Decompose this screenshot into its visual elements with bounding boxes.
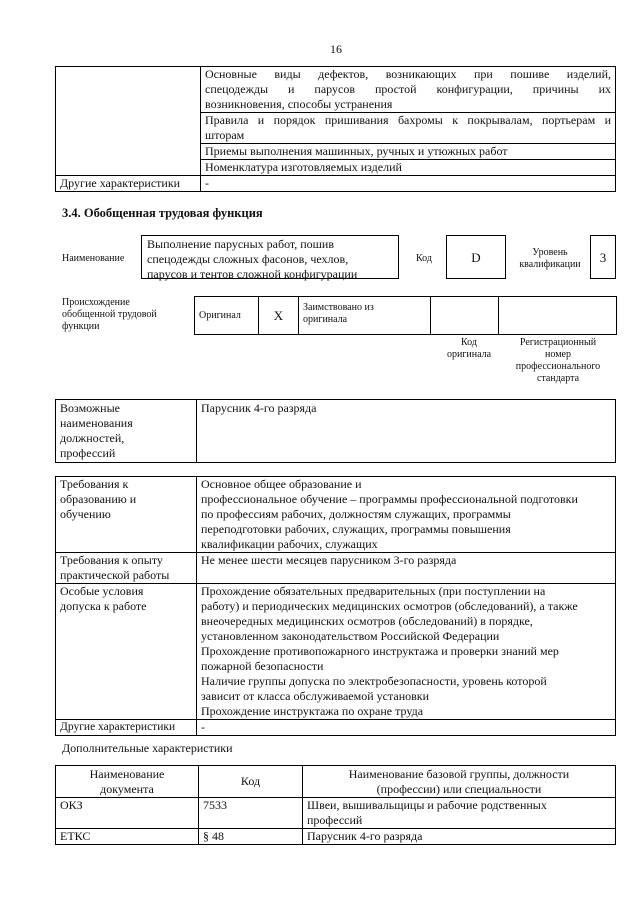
positions-value: Парусник 4-го разряда — [197, 400, 616, 463]
original-label: Оригинал — [195, 297, 259, 335]
knowledge-item: Правила и порядок пришивания бахромы к покрывалам, портьерам и шторам — [201, 113, 616, 144]
empty-label-cell — [56, 67, 201, 176]
document-cell: ОКЗ — [56, 798, 199, 829]
origin-table — [194, 296, 617, 335]
other-characteristics-value: - — [197, 720, 616, 736]
column-header-group-name: Наименование базовой группы, должности (профессии) или специальности — [303, 766, 616, 798]
other-characteristics-label: Другие характеристики — [56, 176, 201, 192]
admission-conditions-value: Прохождение обязательных предварительных (при поступлении на работу) и периодических медицинских осмотров (обследований), а также внеочередных медицинских осмотров (обследований) в порядке, установленном законодательством Российской Федерации Прохождение противопожарного инструктажа и проверки знаний мер пожарной безопасности Наличие группы допуска по электробезопасности, уровень которой зависит от класса обслуживаемой установки Прохождение инструктажа по охране труда — [197, 584, 616, 720]
requirements-table — [55, 476, 616, 736]
experience-requirements-label: Требования к опыту практической работы — [56, 553, 197, 584]
group-name-cell: Парусник 4-го разряда — [303, 829, 616, 845]
group-name-cell: Швеи, вышивальщицы и рабочие родственных профессий — [303, 798, 616, 829]
qualification-level-label: Уровень квалификации — [519, 247, 581, 270]
origin-code-caption: Код оригинала — [446, 337, 492, 360]
other-characteristics-value: - — [201, 176, 616, 192]
registration-number-caption: Регистрационный номер профессионального стандарта — [515, 337, 601, 384]
code-label: Код — [416, 253, 432, 264]
code-cell: § 48 — [199, 829, 303, 845]
document-cell: ЕТКС — [56, 829, 199, 845]
code-cell: 7533 — [199, 798, 303, 829]
function-name-box: Выполнение парусных работ, пошив спецодежды сложных фасонов, чехлов, парусов и тентов сложной конфигурации — [141, 235, 399, 279]
admission-conditions-label: Особые условия допуска к работе — [56, 584, 197, 720]
knowledge-item: Основные виды дефектов, возникающих при пошиве изделий, спецодежды и парусов простой конфигурации, причины их возникновения, способы устранения — [201, 67, 616, 113]
column-header-document: Наименование документа — [56, 766, 199, 798]
positions-label: Возможные наименования должностей, профессий — [56, 400, 197, 463]
education-requirements-value: Основное общее образование и профессиональное обучение – программы профессиональной подготовки по профессиям рабочих, должностям служащих, программы переподготовки рабочих, служащих, программы повышения квалификации рабочих, служащих — [197, 477, 616, 553]
section-heading: 3.4. Обобщенная трудовая функция — [62, 206, 263, 220]
qualification-level-box: 3 — [590, 235, 616, 279]
knowledge-item: Номенклатура изготовляемых изделий — [201, 160, 616, 176]
experience-requirements-value: Не менее шести месяцев парусником 3-го разряда — [197, 553, 616, 584]
education-requirements-label: Требования к образованию и обучению — [56, 477, 197, 553]
table-row — [56, 798, 616, 829]
origin-code-cell — [431, 297, 499, 335]
borrowed-label: Заимствовано из оригинала — [299, 297, 431, 335]
additional-characteristics-table — [55, 765, 616, 845]
knowledge-item: Приемы выполнения машинных, ручных и утюжных работ — [201, 144, 616, 160]
origin-label: Происхождение обобщенной трудовой функции — [62, 297, 157, 332]
name-label: Наименование — [62, 253, 125, 264]
positions-table — [55, 399, 616, 463]
additional-heading: Дополнительные характеристики — [62, 741, 233, 755]
other-characteristics-label: Другие характеристики — [56, 720, 197, 736]
page-number: 16 — [330, 42, 342, 56]
code-value-box: D — [446, 235, 506, 279]
top-skills-table — [55, 66, 616, 192]
table-row — [56, 829, 616, 845]
registration-number-cell — [499, 297, 617, 335]
original-mark: X — [259, 297, 299, 335]
column-header-code: Код — [199, 766, 303, 798]
